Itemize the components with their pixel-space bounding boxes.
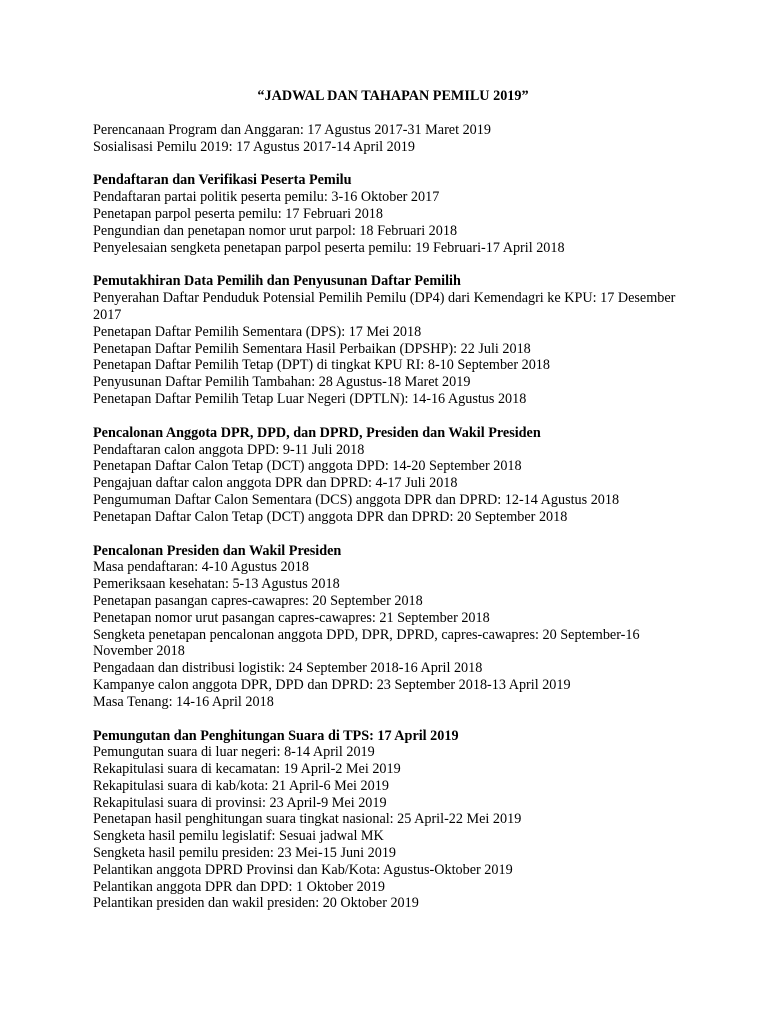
section-voter-data — [93, 273, 693, 407]
schedule-line: Sengketa hasil pemilu presiden: 23 Mei-15 Juni 2019 — [93, 845, 397, 862]
schedule-line: Penyelesaian sengketa penetapan parpol peserta pemilu: 19 Februari-17 April 2018 — [93, 239, 565, 256]
section-heading: Pemutakhiran Data Pemilih dan Penyusunan Daftar Pemilih — [93, 273, 461, 290]
schedule-line: Pemungutan suara di luar negeri: 8-14 April 2019 — [93, 744, 375, 761]
schedule-line: Kampanye calon anggota DPR, DPD dan DPRD: 23 September 2018-13 April 2019 — [93, 676, 571, 693]
schedule-line: Masa Tenang: 14-16 April 2018 — [93, 693, 274, 710]
schedule-line: Pengajuan daftar calon anggota DPR dan DPRD: 4-17 Juli 2018 — [93, 475, 458, 492]
schedule-line: Penetapan nomor urut pasangan capres-cawapres: 21 September 2018 — [93, 609, 490, 626]
schedule-line: Penetapan pasangan capres-cawapres: 20 September 2018 — [93, 592, 423, 609]
schedule-line: Pengadaan dan distribusi logistik: 24 September 2018-16 April 2018 — [93, 660, 483, 677]
schedule-line: Pengumuman Daftar Calon Sementara (DCS) anggota DPR dan DPRD: 12-14 Agustus 2018 — [93, 491, 620, 508]
schedule-line: Penetapan hasil penghitungan suara tingkat nasional: 25 April-22 Mei 2019 — [93, 811, 522, 828]
schedule-line: Penetapan Daftar Pemilih Sementara (DPS): 17 Mei 2018 — [93, 323, 422, 340]
schedule-line: Masa pendaftaran: 4-10 Agustus 2018 — [93, 559, 309, 576]
schedule-line: Rekapitulasi suara di kab/kota: 21 April-6 Mei 2019 — [93, 777, 389, 794]
schedule-line: Rekapitulasi suara di provinsi: 23 April-9 Mei 2019 — [93, 794, 387, 811]
intro-line: Perencanaan Program dan Anggaran: 17 Agustus 2017-31 Maret 2019 — [93, 121, 491, 138]
schedule-line: Pemeriksaan kesehatan: 5-13 Agustus 2018 — [93, 576, 340, 593]
document-page — [93, 88, 693, 912]
schedule-line: Pelantikan anggota DPR dan DPD: 1 Oktober 2019 — [93, 878, 385, 895]
section-registration — [93, 172, 693, 256]
schedule-line: Penetapan Daftar Calon Tetap (DCT) anggota DPD: 14-20 September 2018 — [93, 458, 522, 475]
schedule-line: Penetapan Daftar Pemilih Sementara Hasil Perbaikan (DPSHP): 22 Juli 2018 — [93, 340, 531, 357]
schedule-line: Pendaftaran partai politik peserta pemilu: 3-16 Oktober 2017 — [93, 189, 440, 206]
section-voting-counting — [93, 728, 693, 913]
section-heading: Pencalonan Presiden dan Wakil Presiden — [93, 542, 342, 559]
intro-block — [93, 122, 693, 156]
intro-line: Sosialisasi Pemilu 2019: 17 Agustus 2017-14 April 2019 — [93, 138, 415, 155]
schedule-line: Pelantikan presiden dan wakil presiden: 20 Oktober 2019 — [93, 895, 419, 912]
schedule-line: Sengketa penetapan pencalonan anggota DPD, DPR, DPRD, capres-cawapres: 20 September-16 November 2018 — [93, 626, 640, 660]
schedule-line: Penetapan Daftar Pemilih Tetap (DPT) di tingkat KPU RI: 8-10 September 2018 — [93, 357, 550, 374]
section-heading: Pemungutan dan Penghitungan Suara di TPS: 17 April 2019 — [93, 727, 459, 744]
section-heading: Pencalonan Anggota DPR, DPD, dan DPRD, Presiden dan Wakil Presiden — [93, 424, 541, 441]
schedule-line: Pendaftaran calon anggota DPD: 9-11 Juli 2018 — [93, 441, 365, 458]
schedule-line: Penetapan Daftar Pemilih Tetap Luar Negeri (DPTLN): 14-16 Agustus 2018 — [93, 390, 527, 407]
schedule-line: Penyerahan Daftar Penduduk Potensial Pemilih Pemilu (DP4) dari Kemendagri ke KPU: 17 Desember 2017 — [93, 290, 676, 323]
section-legislative-candidates — [93, 425, 693, 526]
schedule-line: Penetapan Daftar Calon Tetap (DCT) anggota DPR dan DPRD: 20 September 2018 — [93, 508, 568, 525]
schedule-line: Pelantikan anggota DPRD Provinsi dan Kab/Kota: Agustus-Oktober 2019 — [93, 861, 513, 878]
schedule-line: Sengketa hasil pemilu legislatif: Sesuai jadwal MK — [93, 828, 384, 845]
schedule-line: Rekapitulasi suara di kecamatan: 19 April-2 Mei 2019 — [93, 761, 401, 778]
schedule-line: Penyusunan Daftar Pemilih Tambahan: 28 Agustus-18 Maret 2019 — [93, 374, 471, 391]
schedule-line: Pengundian dan penetapan nomor urut parpol: 18 Februari 2018 — [93, 222, 458, 239]
schedule-line: Penetapan parpol peserta pemilu: 17 Februari 2018 — [93, 205, 383, 222]
section-heading: Pendaftaran dan Verifikasi Peserta Pemilu — [93, 172, 352, 189]
document-title: “JADWAL DAN TAHAPAN PEMILU 2019” — [257, 88, 529, 104]
section-presidential-candidates — [93, 543, 693, 711]
